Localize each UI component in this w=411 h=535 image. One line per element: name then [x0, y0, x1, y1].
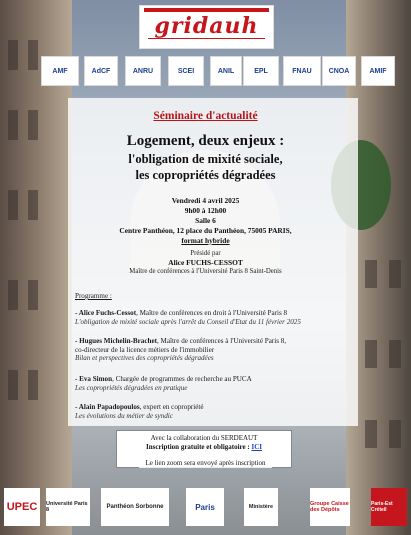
speaker-name: - Alice Fuchs-Cessot — [75, 309, 137, 317]
registration-link[interactable]: ICI — [251, 443, 262, 451]
partner-logo: ANRU — [125, 56, 161, 86]
registration-note-line — [0, 459, 411, 467]
speaker-name: - Alain Papadopoulos — [75, 403, 140, 411]
event-time: 9h00 à 12h00 — [184, 206, 227, 215]
speaker-name: - Hugues Michelin-Brachet — [75, 337, 157, 345]
partner-logo: AMF — [41, 56, 79, 86]
partner-logo: ANIL — [210, 56, 242, 86]
program-item — [75, 375, 350, 392]
program-item — [75, 337, 350, 363]
event-format-line — [0, 236, 411, 246]
seminar-subtitle-2: les copropriétés dégradées — [135, 168, 276, 182]
speaker-role: , Chargée de programmes de recherche au PUCA — [112, 375, 252, 383]
speaker-name: - Eva Simon — [75, 375, 113, 383]
talk-topic: L'obligation de mixité sociale après l'arrêt du Conseil d'Etat du 11 février 2025 — [75, 317, 301, 326]
seminar-kind: Séminaire d'actualité — [153, 110, 258, 122]
program-item — [75, 403, 350, 420]
partner-logo: AMIF — [361, 56, 395, 86]
speaker-role-2: co-directeur de la licence métiers de l'immobilier — [75, 345, 215, 354]
seminar-subtitle-1: l'obligation de mixité sociale, — [128, 152, 283, 166]
chair-label: Présidé par — [190, 250, 221, 257]
partner-logo: FNAU — [283, 56, 321, 86]
partner-logo: AdCF — [84, 56, 118, 86]
talk-topic: Les évolutions du métier de syndic — [75, 411, 173, 420]
chair-role: Maître de conférences à l'Université Paris 8 Saint-Denis — [129, 268, 282, 275]
footer-logo: Ministère — [244, 488, 278, 526]
talk-topic: Bilan et perspectives des copropriétés dégradées — [75, 354, 214, 363]
registration-text: Inscription gratuite et obligatoire : — [146, 443, 250, 451]
event-format: format hybride — [181, 236, 230, 245]
event-address: Centre Panthéon, 12 place du Panthéon, 75005 PARIS, — [119, 226, 292, 235]
footer-logo: Université Paris 8 — [46, 488, 90, 526]
footer-logos — [0, 488, 411, 535]
registration-note: Le lien zoom sera envoyé après inscription — [139, 458, 271, 468]
event-date: Vendredi 4 avril 2025 — [171, 196, 240, 205]
seminar-title: Logement, deux enjeux : — [126, 133, 285, 149]
speaker-role: , Maître de conférences en droit à l'Université Paris 8 — [136, 309, 288, 317]
brand-name: gridauh — [154, 13, 259, 39]
footer-logo: Groupe Caisse des Dépôts — [310, 488, 350, 526]
footer-logo: Paris — [186, 488, 224, 526]
partner-logo: SCEI — [168, 56, 204, 86]
event-room: Salle 6 — [195, 216, 216, 225]
gridauh-logo — [139, 5, 274, 49]
program-label: Programme : — [75, 292, 112, 300]
registration-collab: Avec la collaboration du SERDEAUT — [150, 434, 258, 442]
speaker-role: , expert en copropriété — [139, 403, 204, 411]
talk-topic: Les copropriétés dégradées en pratique — [75, 383, 188, 392]
partner-logo: CNOA — [322, 56, 356, 86]
partner-logo: EPL — [243, 56, 279, 86]
chair-name: Alice FUCHS-CESSOT — [168, 258, 243, 267]
speaker-role: , Maître de conférences à l'Université Paris 8, — [156, 337, 287, 345]
footer-logo: UPEC — [4, 488, 40, 526]
partner-logos — [41, 56, 393, 86]
program-item — [75, 309, 350, 326]
footer-logo: Panthéon Sorbonne — [101, 488, 169, 526]
footer-logo: Paris-Est Créteil — [371, 488, 407, 526]
